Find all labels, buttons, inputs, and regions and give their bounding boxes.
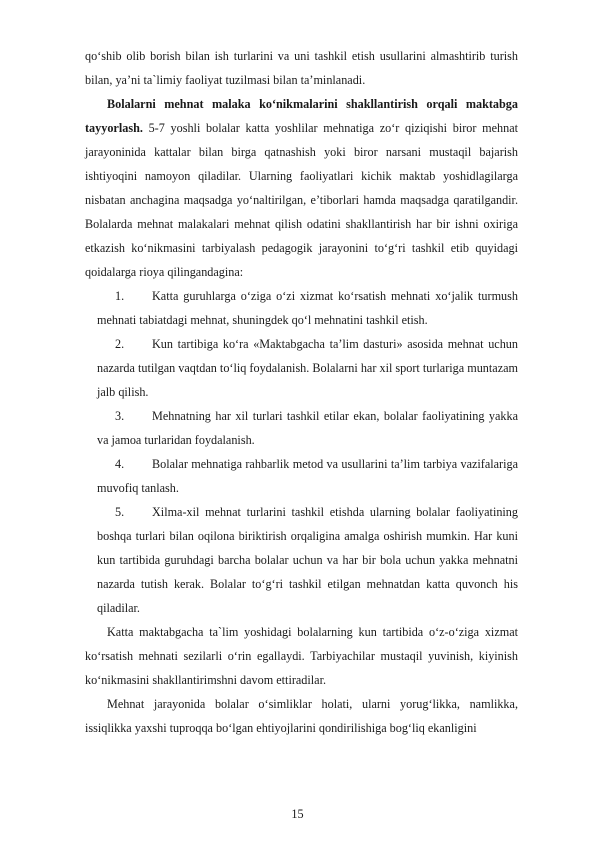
list-number: 5.	[115, 505, 125, 519]
list-text: Bolalar mehnatiga rahbarlik metod va usullarini ta’lim tarbiya vazifalariga muvofiq tanlash.	[97, 457, 518, 495]
paragraph: Mehnat jarayonida bolalar o‘simliklar holati, ularni yorug‘likka, namlikka, issiqlikka yaxshi tuproqqa bo‘lgan ehtiyojlarini qondirilishiga bog‘liq ekanligini	[85, 697, 518, 735]
list-item	[85, 284, 518, 332]
list-text: Katta guruhlarga o‘ziga o‘zi xizmat ko‘rsatish mehnati xo‘jalik turmush mehnati tabiatdagi mehnat, shuningdek qo‘l mehnatini tashkil etish.	[97, 289, 518, 327]
list-number: 3.	[115, 409, 125, 423]
page-number: 15	[291, 807, 304, 821]
numbered-list	[85, 284, 518, 620]
list-item	[85, 404, 518, 452]
list-item	[85, 452, 518, 500]
list-text: Xilma-xil mehnat turlarini tashkil etishda ularning bolalar faoliyatining boshqa turlari bilan oqilona biriktirish orqaligina amalga oshirish mumkin. Har kuni kun tartibida guruhdagi barcha bolalar uchun va har bir bola uchun yakka mehnatni nazarda tutish kerak. Bolalar to‘g‘ri tashkil etilgan mehnatdan katta quvonch his qiladilar.	[97, 505, 518, 615]
list-item	[85, 500, 518, 620]
list-text: Kun tartibiga ko‘ra «Maktabgacha ta’lim dasturi» asosida mehnat uchun nazarda tutilgan vaqtdan to‘liq foydalanish. Bolalarni har xil sport turlariga muntazam jalb qilish.	[97, 337, 518, 399]
list-number: 4.	[115, 457, 125, 471]
page-content	[85, 44, 518, 740]
paragraph: Katta maktabgacha ta`lim yoshidagi bolalarning kun tartibida o‘z-o‘ziga xizmat ko‘rsatish mehnati sezilarli o‘rin egallaydi. Tarbiyachilar mustaqil yuvinish, kiyinish ko‘nikmasini shakllantirimshni davom ettiradilar.	[85, 625, 518, 687]
section-paragraph	[85, 92, 518, 284]
section-heading: Bolalarni mehnat malaka ko‘nikmalarini shakllantirish orqali maktabga tayyorlash.	[85, 97, 518, 135]
list-number: 1.	[115, 289, 125, 303]
intro-paragraph: qo‘shib olib borish bilan ish turlarini va uni tashkil etish usullarini almashtirib turish bilan, ya’ni ta`limiy faoliyat tuzilmasi bilan ta’minlanadi.	[85, 49, 518, 87]
list-text: Mehnatning har xil turlari tashkil etilar ekan, bolalar faoliyatining yakka va jamoa turlaridan foydalanish.	[97, 409, 518, 447]
list-number: 2.	[115, 337, 125, 351]
section-text: 5-7 yoshli bolalar katta yoshlilar mehnatiga zo‘r qiziqishi biror mehnat jarayoninida kattalar bilan birga qatnashish yoki biror narsani mustaqil bajarish ishtiyoqini namoyon qiladilar. Ularning faoliyatlari kichik maktab yoshidlagilarga nisbatan anchagina maqsadga yo‘naltirilgan, e’tiborlari hamda maqsadga qaratilgandir. Bolalarda mehnat malakalari mehnat qilish odatini shakllantirish har bir ishni oxiriga etkazish ko‘nikmasini tarbiyalash pedagogik jarayonini to‘g‘ri tashkil etib quyidagi qoidalarga rioya qilingandagina:	[85, 121, 518, 279]
list-item	[85, 332, 518, 404]
